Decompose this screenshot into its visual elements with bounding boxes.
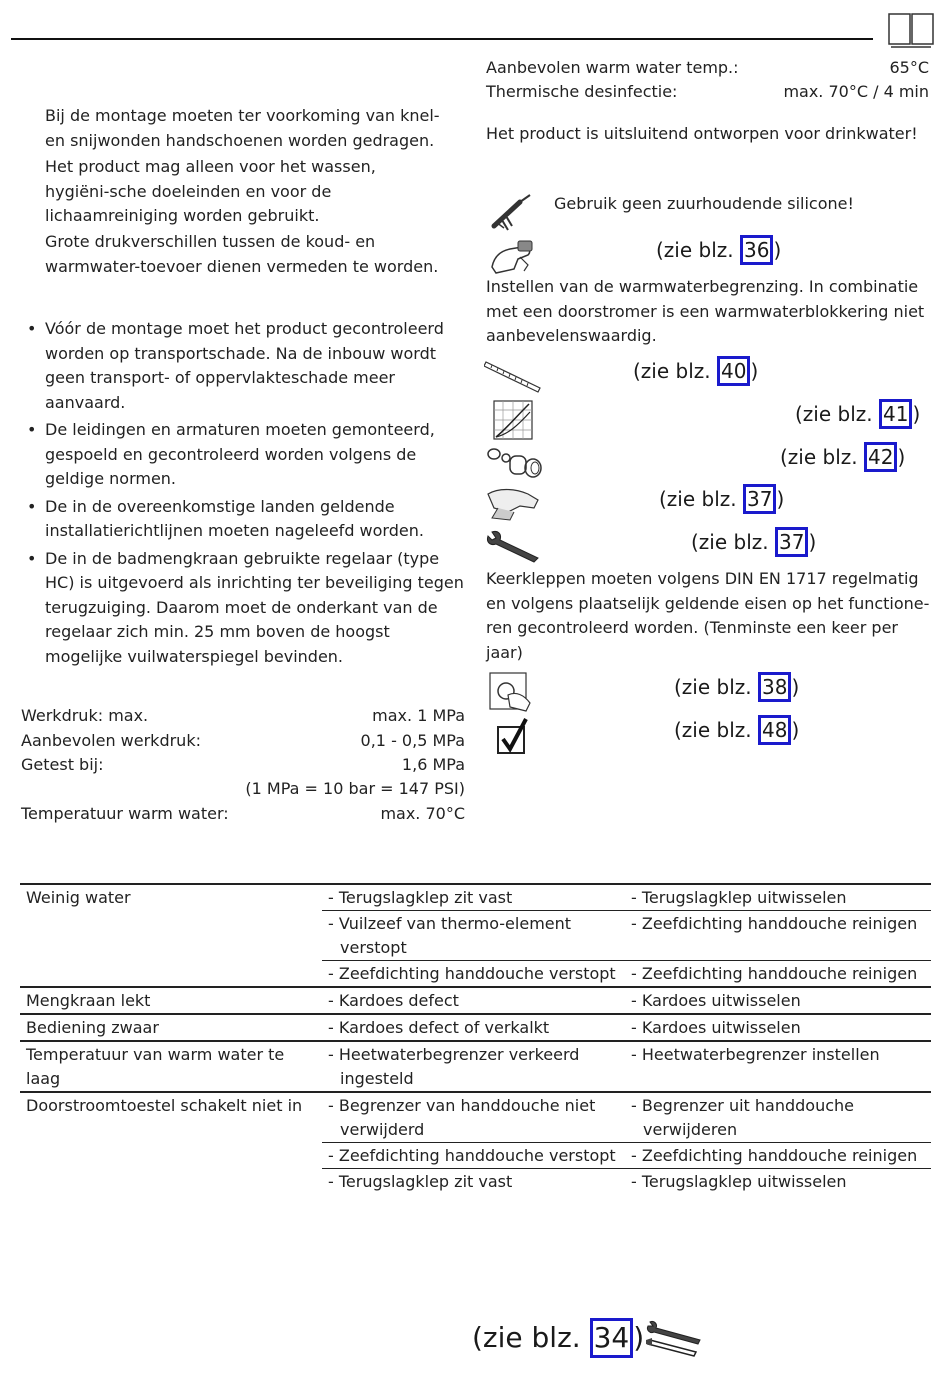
warmwater-note: Instellen van de warmwaterbegrenzing. In combinatie met een doorstromer is een warmwaterblokkering niet aanbevelenswaardig. — [486, 277, 925, 345]
ref-number[interactable]: 48 — [758, 715, 791, 745]
header-rule — [11, 38, 873, 40]
checkbox-test-icon — [496, 717, 528, 759]
ref-prefix: (zie blz. — [674, 675, 758, 699]
table-row — [20, 987, 931, 1014]
cause-text: - Zeefdichting handdouche verstopt — [328, 1146, 616, 1165]
ref-suffix: ) — [750, 359, 759, 383]
remedy-cell — [625, 1014, 931, 1041]
ref-prefix: (zie blz. — [780, 445, 864, 469]
remedy-text: - Terugslagklep uitwisselen — [631, 888, 847, 907]
problem-cell: Weinig water — [20, 884, 322, 911]
wrench-icon — [484, 530, 542, 570]
cause-cell — [322, 1014, 625, 1041]
problem-cell: Doorstroomtoestel schakelt niet in — [20, 1092, 322, 1143]
ref-suffix: ) — [633, 1321, 645, 1354]
remedy-text: - Kardoes uitwisselen — [631, 1018, 801, 1037]
tech-value: max. 70°C — [380, 804, 465, 823]
keerkleppen-note: Keerkleppen moeten volgens DIN EN 1717 regelmatig en volgens plaatselijk geldende eisen op het functione-ren gecontroleerd worden. (Tenminste een keer per jaar) — [486, 569, 930, 662]
table-row — [20, 884, 931, 911]
tech-value: (1 MPa = 10 bar = 147 PSI) — [245, 779, 465, 798]
cause-text: - Zeefdichting handdouche verstopt — [328, 964, 616, 983]
spare-parts-icon — [486, 446, 544, 486]
ref-prefix: (zie blz. — [472, 1321, 590, 1354]
ref-number[interactable]: 38 — [758, 672, 791, 702]
tech-value: 65°C — [889, 58, 929, 77]
ref-suffix: ) — [791, 675, 800, 699]
ref-prefix: (zie blz. — [656, 238, 740, 262]
page-ref-48[interactable] — [674, 715, 799, 745]
ref-number[interactable]: 36 — [740, 235, 773, 265]
table-row — [20, 1169, 931, 1195]
silicone-note: Gebruik geen zuurhoudende silicone! — [554, 194, 854, 213]
page-ref-38[interactable] — [674, 672, 799, 702]
ref-suffix: ) — [912, 402, 921, 426]
hand-thermostat-icon — [488, 237, 536, 279]
table-row — [20, 961, 931, 988]
tech-value: max. 70°C / 4 min — [783, 82, 929, 101]
service-tools-icon — [644, 1318, 704, 1362]
remedy-cell — [625, 1143, 931, 1169]
remedy-text: - Terugslagklep uitwisselen — [631, 1172, 847, 1191]
safety-paragraph-1: Bij de montage moeten ter voorkoming van knel- en snijwonden handschoenen worden gedragen. — [45, 106, 440, 150]
table-row — [20, 1041, 931, 1092]
drinkwater-note: Het product is uitsluitend ontworpen voor drinkwater! — [486, 124, 918, 143]
table-row — [20, 1014, 931, 1041]
ref-suffix: ) — [791, 718, 800, 742]
table-row — [20, 1092, 931, 1143]
list-item: • De in de overeenkomstige landen geldende installatierichtlijnen moeten nageleefd worden. — [25, 495, 440, 544]
page-ref-40[interactable] — [633, 356, 758, 386]
problem-cell: Bediening zwaar — [20, 1014, 322, 1041]
ref-suffix: ) — [776, 487, 785, 511]
list-item: • De in de badmengkraan gebruikte regelaar (type HC) is uitgevoerd als inrichting ter beveiliging tegen terugzuiging. Daarom moet de onderkant van de regelaar zich min. 25 mm boven de hoogst mogelijke vuilwaterspiegel bevinden. — [25, 547, 465, 670]
page-ref-42[interactable] — [780, 442, 905, 472]
cause-cell — [322, 1169, 625, 1195]
tech-value: max. 1 MPa — [372, 706, 465, 725]
tech-row-max-pressure — [21, 704, 465, 729]
ref-number[interactable]: 34 — [590, 1318, 634, 1358]
open-book-icon — [887, 10, 935, 48]
tech-label: Temperatuur warm water: — [21, 804, 229, 823]
tech-label: Aanbevolen werkdruk: — [21, 731, 201, 750]
page-ref-37a[interactable] — [659, 484, 784, 514]
problem-cell — [20, 1143, 322, 1169]
page-ref-34[interactable] — [472, 1318, 644, 1358]
ref-prefix: (zie blz. — [795, 402, 879, 426]
ruler-dimensions-icon — [484, 356, 542, 398]
cause-text: - Kardoes defect — [328, 991, 459, 1010]
caulk-gun-icon — [490, 192, 534, 236]
ref-suffix: ) — [808, 530, 817, 554]
ref-prefix: (zie blz. — [674, 718, 758, 742]
cause-text: - Kardoes defect of verkalkt — [328, 1018, 550, 1037]
problem-cell: Mengkraan lekt — [20, 987, 322, 1014]
cause-cell — [322, 987, 625, 1014]
ref-suffix: ) — [773, 238, 782, 262]
safety-paragraph-2: Het product mag alleen voor het wassen, hygiëni-sche doeleinden en voor de lichaamreiniging worden gebruikt. — [45, 157, 376, 225]
cause-text: - Terugslagklep zit vast — [328, 888, 513, 907]
cause-cell — [322, 911, 625, 961]
cleaning-hand-icon — [484, 486, 542, 526]
problem-cell — [20, 911, 322, 961]
remedy-text: - Zeefdichting handdouche reinigen — [631, 914, 918, 933]
cause-cell — [322, 1041, 625, 1092]
tech-row-disinfection — [486, 80, 929, 105]
remedy-cell — [625, 1041, 931, 1092]
hand-knob-icon — [488, 671, 534, 717]
tech-row-warm-water-temp — [21, 802, 465, 827]
remedy-cell — [625, 1092, 931, 1143]
ref-number[interactable]: 37 — [743, 484, 776, 514]
tech-value: 1,6 MPa — [401, 755, 465, 774]
cause-text: - Terugslagklep zit vast — [328, 1172, 513, 1191]
table-row — [20, 911, 931, 961]
cause-cell — [322, 1143, 625, 1169]
remedy-text: - Zeefdichting handdouche reinigen — [631, 1146, 918, 1165]
troubleshooting-table — [20, 883, 931, 1194]
safety-paragraph-3: Grote drukverschillen tussen de koud- en warmwater-toevoer dienen vermeden te worden. — [45, 232, 439, 276]
remedy-cell — [625, 961, 931, 988]
ref-prefix: (zie blz. — [633, 359, 717, 383]
ref-number[interactable]: 40 — [717, 356, 750, 386]
tech-row-tested — [21, 753, 465, 778]
remedy-text: - Heetwaterbegrenzer instellen — [631, 1045, 880, 1064]
ref-number[interactable]: 41 — [879, 399, 912, 429]
page-ref-37b[interactable] — [691, 527, 816, 557]
remedy-text: - Kardoes uitwisselen — [631, 991, 801, 1010]
ref-prefix: (zie blz. — [691, 530, 775, 554]
remedy-cell — [625, 987, 931, 1014]
remedy-cell — [625, 911, 931, 961]
tech-row-recommended-temp — [486, 56, 929, 81]
problem-cell — [20, 961, 322, 988]
tech-row-recommended-pressure — [21, 729, 465, 754]
tech-label: Getest bij: — [21, 755, 104, 774]
ref-suffix: ) — [897, 445, 906, 469]
ref-number[interactable]: 42 — [864, 442, 897, 472]
problem-cell: Temperatuur van warm water te laag — [20, 1041, 322, 1092]
tech-label: Werkdruk: max. — [21, 706, 149, 725]
page-ref-36[interactable] — [656, 235, 781, 265]
remedy-text: - Begrenzer uit handdouche verwijderen — [631, 1096, 855, 1139]
page-ref-41[interactable] — [795, 399, 920, 429]
tech-label: Thermische desinfectie: — [486, 82, 678, 101]
tech-value: 0,1 - 0,5 MPa — [360, 731, 465, 750]
remedy-cell — [625, 1169, 931, 1195]
list-item: • Vóór de montage moet het product gecontroleerd worden op transportschade. Na de inbouw wordt geen transport- of oppervlakteschade meer aanvaard. — [25, 317, 445, 415]
problem-cell — [20, 1169, 322, 1195]
table-row — [20, 1143, 931, 1169]
cause-cell — [322, 1092, 625, 1143]
cause-text: - Begrenzer van handdouche niet verwijderd — [328, 1096, 596, 1139]
flow-diagram-icon — [493, 400, 533, 444]
installation-list — [25, 317, 465, 672]
cause-cell — [322, 884, 625, 911]
cause-text: - Heetwaterbegrenzer verkeerd ingesteld — [328, 1045, 580, 1088]
cause-text: - Vuilzeef van thermo-element verstopt — [328, 914, 572, 957]
ref-number[interactable]: 37 — [775, 527, 808, 557]
ref-prefix: (zie blz. — [659, 487, 743, 511]
tech-label: Aanbevolen warm water temp.: — [486, 58, 739, 77]
remedy-text: - Zeefdichting handdouche reinigen — [631, 964, 918, 983]
list-item: • De leidingen en armaturen moeten gemonteerd, gespoeld en gecontroleerd worden volgens de geldige normen. — [25, 418, 435, 492]
tech-row-conversion — [21, 777, 465, 802]
cause-cell — [322, 961, 625, 988]
remedy-cell — [625, 884, 931, 911]
